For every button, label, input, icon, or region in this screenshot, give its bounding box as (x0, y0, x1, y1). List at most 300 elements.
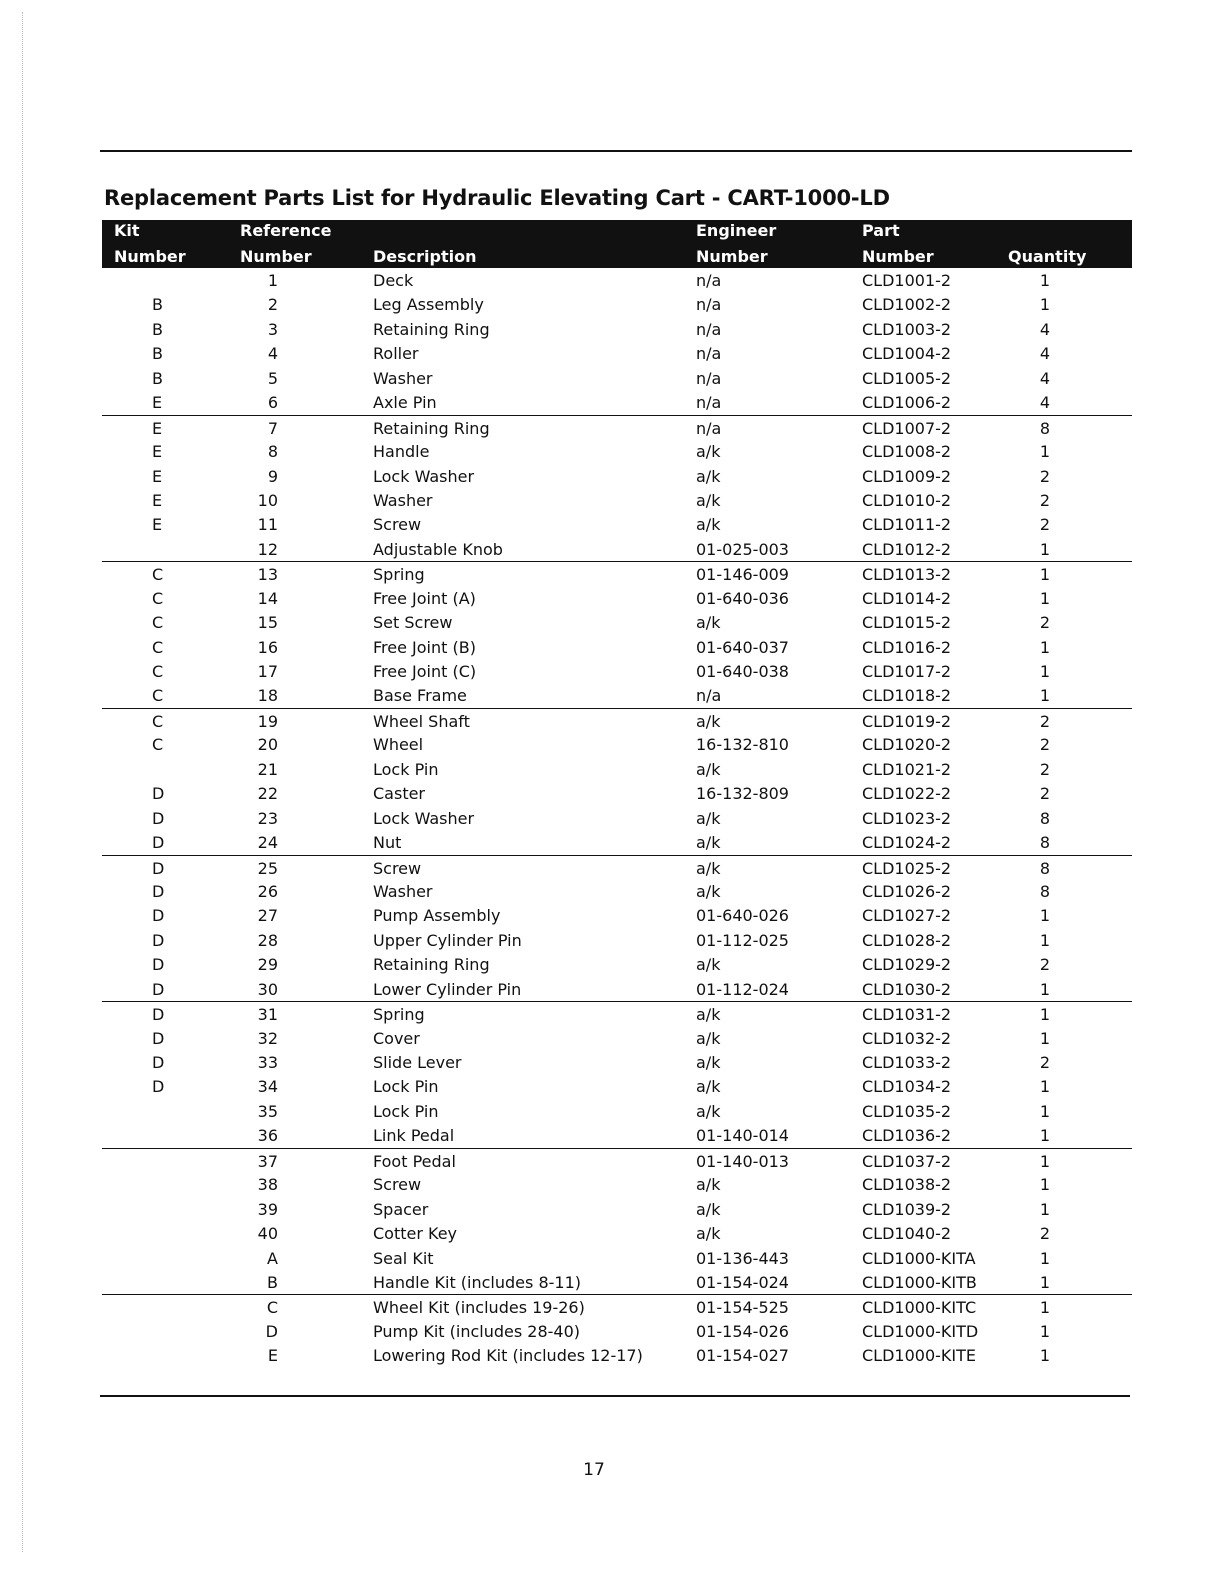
header-kit-line2: Number (114, 247, 186, 266)
cell-kit: C (152, 588, 164, 608)
table-row (102, 732, 1132, 756)
table-row (102, 1270, 1132, 1294)
cell-eng: n/a (696, 368, 722, 388)
cell-eng: a/k (696, 1224, 721, 1244)
cell-desc: Set Screw (373, 613, 453, 633)
cell-desc: Lock Pin (373, 1101, 439, 1121)
table-row (102, 1294, 1132, 1318)
cell-ref: 39 (257, 1199, 278, 1219)
cell-desc: Retaining Ring (373, 319, 490, 339)
cell-eng: n/a (696, 393, 722, 413)
cell-kit: D (152, 833, 165, 853)
cell-part: CLD1011-2 (862, 515, 952, 535)
cell-eng: a/k (696, 515, 721, 535)
cell-ref: 17 (257, 662, 278, 681)
table-header (102, 220, 1132, 268)
table-row (102, 439, 1132, 463)
cell-part: CLD1009-2 (862, 466, 952, 486)
header-eng-line2: Number (696, 247, 768, 266)
cell-part: CLD1016-2 (862, 637, 952, 657)
cell-kit: C (152, 613, 164, 633)
cell-ref: 34 (257, 1077, 278, 1097)
cell-eng: 01-640-026 (696, 906, 789, 926)
cell-part: CLD1000-KITE (862, 1346, 976, 1366)
cell-ref: 5 (267, 368, 278, 388)
cell-ref: 40 (257, 1224, 278, 1244)
table-row (102, 464, 1132, 488)
cell-ref: 20 (257, 735, 278, 755)
cell-ref: 36 (257, 1126, 278, 1146)
cell-eng: 16-132-809 (696, 784, 789, 804)
cell-kit: D (152, 784, 165, 804)
cell-qty: 4 (1039, 319, 1051, 339)
cell-part: CLD1036-2 (862, 1126, 952, 1146)
cell-ref: 14 (257, 588, 278, 608)
cell-desc: Free Joint (B) (373, 637, 476, 657)
cell-ref: 30 (257, 979, 278, 999)
cell-ref: 2 (267, 295, 278, 315)
cell-part: CLD1040-2 (862, 1224, 952, 1244)
cell-desc: Screw (373, 858, 422, 878)
table-row (102, 512, 1132, 536)
cell-eng: n/a (696, 271, 722, 290)
table-row (102, 341, 1132, 365)
cell-part: CLD1002-2 (862, 295, 952, 315)
cell-ref: 16 (257, 637, 278, 657)
cell-ref: A (267, 1248, 278, 1268)
cell-ref: 19 (257, 711, 278, 731)
cell-kit: D (152, 1028, 165, 1048)
table-row (102, 415, 1132, 439)
cell-qty: 1 (1039, 1321, 1051, 1341)
cell-part: CLD1031-2 (862, 1005, 952, 1025)
cell-eng: a/k (696, 1028, 721, 1048)
cell-ref: 29 (257, 955, 278, 975)
cell-eng: a/k (696, 1005, 721, 1025)
scan-margin-dots (22, 12, 23, 1552)
cell-eng: 01-112-025 (696, 930, 789, 950)
cell-desc: Retaining Ring (373, 418, 490, 438)
cell-qty: 2 (1039, 711, 1051, 731)
cell-eng: a/k (696, 613, 721, 633)
cell-kit: C (152, 686, 164, 706)
table-row (102, 1343, 1132, 1367)
cell-ref: 26 (257, 881, 278, 901)
cell-eng: 01-154-026 (696, 1321, 789, 1341)
table-row (102, 1074, 1132, 1098)
cell-desc: Pump Assembly (373, 906, 501, 926)
cell-ref: 1 (267, 271, 278, 290)
cell-desc: Retaining Ring (373, 955, 490, 975)
table-body (102, 268, 1132, 1368)
cell-part: CLD1014-2 (862, 588, 952, 608)
cell-kit: D (152, 808, 165, 828)
cell-qty: 1 (1039, 979, 1051, 999)
cell-desc: Nut (373, 833, 402, 853)
table-row (102, 366, 1132, 390)
table-row (102, 268, 1132, 292)
cell-desc: Lowering Rod Kit (includes 12-17) (373, 1346, 643, 1366)
cell-qty: 4 (1039, 393, 1051, 413)
cell-desc: Spring (373, 1005, 425, 1025)
cell-desc: Handle (373, 442, 430, 462)
table-row (102, 757, 1132, 781)
cell-desc: Roller (373, 344, 419, 364)
table-row (102, 1123, 1132, 1147)
cell-ref: D (265, 1321, 278, 1341)
cell-part: CLD1023-2 (862, 808, 952, 828)
table-row (102, 659, 1132, 683)
cell-desc: Base Frame (373, 686, 467, 706)
cell-eng: a/k (696, 833, 721, 853)
table-row (102, 855, 1132, 879)
cell-ref: C (266, 1298, 278, 1318)
cell-ref: 11 (257, 515, 278, 535)
header-part-line2: Number (862, 247, 934, 266)
cell-kit: D (152, 955, 165, 975)
cell-ref: 13 (257, 565, 278, 585)
cell-desc: Free Joint (C) (373, 662, 477, 681)
cell-desc: Cover (373, 1028, 420, 1048)
table-row (102, 610, 1132, 634)
cell-qty: 1 (1039, 906, 1051, 926)
cell-qty: 2 (1039, 1224, 1051, 1244)
cell-part: CLD1024-2 (862, 833, 952, 853)
cell-desc: Spring (373, 565, 425, 585)
cell-part: CLD1038-2 (862, 1175, 952, 1195)
cell-qty: 8 (1039, 833, 1051, 853)
cell-qty: 1 (1039, 539, 1051, 559)
cell-qty: 4 (1039, 368, 1051, 388)
table-row (102, 903, 1132, 927)
header-part-line1: Part (862, 221, 900, 240)
cell-qty: 1 (1039, 1248, 1051, 1268)
cell-kit: E (152, 418, 163, 438)
cell-eng: n/a (696, 418, 722, 438)
cell-part: CLD1017-2 (862, 662, 952, 681)
header-kit-line1: Kit (114, 221, 140, 240)
cell-kit: E (152, 490, 163, 510)
cell-eng: a/k (696, 1175, 721, 1195)
cell-eng: a/k (696, 1199, 721, 1219)
cell-qty: 4 (1039, 344, 1051, 364)
table-row (102, 1319, 1132, 1343)
cell-part: CLD1003-2 (862, 319, 952, 339)
cell-desc: Screw (373, 515, 422, 535)
parts-table (102, 220, 1132, 1368)
table-row (102, 830, 1132, 854)
cell-eng: a/k (696, 1053, 721, 1072)
cell-kit: B (152, 368, 163, 388)
cell-eng: n/a (696, 344, 722, 364)
header-quantity: Quantity (1008, 247, 1087, 266)
cell-eng: a/k (696, 759, 721, 779)
cell-qty: 1 (1039, 1077, 1051, 1097)
cell-kit: D (152, 881, 165, 901)
cell-ref: 28 (257, 930, 278, 950)
cell-desc: Leg Assembly (373, 295, 484, 315)
cell-qty: 1 (1039, 686, 1051, 706)
cell-qty: 1 (1039, 662, 1051, 681)
cell-qty: 2 (1039, 515, 1051, 535)
cell-desc: Pump Kit (includes 28-40) (373, 1321, 580, 1341)
table-row (102, 1026, 1132, 1050)
cell-part: CLD1007-2 (862, 418, 952, 438)
cell-qty: 1 (1039, 930, 1051, 950)
cell-eng: a/k (696, 490, 721, 510)
cell-desc: Washer (373, 368, 433, 388)
cell-desc: Seal Kit (373, 1248, 434, 1268)
cell-ref: 27 (257, 906, 278, 926)
cell-qty: 8 (1039, 858, 1051, 878)
cell-desc: Wheel (373, 735, 424, 755)
cell-ref: 6 (267, 393, 278, 413)
top-rule (100, 150, 1132, 152)
cell-part: CLD1027-2 (862, 906, 952, 926)
cell-qty: 1 (1039, 1175, 1051, 1195)
cell-part: CLD1030-2 (862, 979, 952, 999)
table-row (102, 806, 1132, 830)
cell-desc: Upper Cylinder Pin (373, 930, 522, 950)
cell-kit: E (152, 515, 163, 535)
cell-kit: B (152, 344, 163, 364)
cell-part: CLD1032-2 (862, 1028, 952, 1048)
cell-qty: 1 (1039, 1101, 1051, 1121)
cell-ref: 23 (257, 808, 278, 828)
cell-desc: Wheel Shaft (373, 711, 470, 731)
cell-qty: 2 (1039, 784, 1051, 804)
cell-eng: 01-640-037 (696, 637, 789, 657)
cell-ref: 35 (257, 1101, 278, 1121)
cell-kit: E (152, 466, 163, 486)
cell-desc: Lock Pin (373, 759, 439, 779)
table-row (102, 390, 1132, 414)
cell-ref: 10 (257, 490, 278, 510)
cell-qty: 1 (1039, 1199, 1051, 1219)
cell-desc: Slide Lever (373, 1053, 462, 1072)
table-row (102, 561, 1132, 585)
cell-ref: 21 (257, 759, 278, 779)
cell-ref: 38 (257, 1175, 278, 1195)
table-row (102, 1148, 1132, 1172)
page-number: 17 (583, 1460, 605, 1480)
cell-qty: 2 (1039, 735, 1051, 755)
cell-qty: 1 (1039, 1126, 1051, 1146)
cell-eng: a/k (696, 466, 721, 486)
cell-eng: 01-025-003 (696, 539, 789, 559)
cell-kit: D (152, 1005, 165, 1025)
cell-part: CLD1026-2 (862, 881, 952, 901)
cell-eng: a/k (696, 442, 721, 462)
cell-part: CLD1015-2 (862, 613, 952, 633)
cell-part: CLD1001-2 (862, 271, 952, 290)
cell-part: CLD1000-KITB (862, 1272, 977, 1292)
cell-desc: Spacer (373, 1199, 429, 1219)
page-title: Replacement Parts List for Hydraulic Elevating Cart - CART-1000-LD (104, 186, 890, 210)
cell-desc: Screw (373, 1175, 422, 1195)
cell-kit: C (152, 711, 164, 731)
cell-part: CLD1000-KITA (862, 1248, 976, 1268)
cell-part: CLD1005-2 (862, 368, 952, 388)
table-row (102, 1001, 1132, 1025)
cell-qty: 1 (1039, 1346, 1051, 1366)
cell-qty: 1 (1039, 271, 1051, 290)
cell-desc: Cotter Key (373, 1224, 458, 1244)
cell-part: CLD1010-2 (862, 490, 952, 510)
table-row (102, 928, 1132, 952)
cell-ref: B (267, 1272, 278, 1292)
cell-ref: E (267, 1346, 278, 1366)
cell-qty: 1 (1039, 442, 1051, 462)
cell-ref: 3 (267, 319, 278, 339)
cell-eng: 01-146-009 (696, 565, 789, 585)
cell-part: CLD1013-2 (862, 565, 952, 585)
cell-qty: 2 (1039, 759, 1051, 779)
cell-eng: n/a (696, 319, 722, 339)
cell-kit: E (152, 393, 163, 413)
cell-ref: 12 (257, 539, 278, 559)
table-row (102, 586, 1132, 610)
cell-eng: 01-136-443 (696, 1248, 789, 1268)
cell-qty: 1 (1039, 1005, 1051, 1025)
cell-desc: Free Joint (A) (373, 588, 476, 608)
cell-part: CLD1006-2 (862, 393, 952, 413)
cell-qty: 8 (1039, 808, 1051, 828)
cell-ref: 24 (257, 833, 278, 853)
cell-eng: a/k (696, 711, 721, 731)
cell-qty: 1 (1039, 588, 1051, 608)
bottom-rule (100, 1395, 1130, 1397)
table-row (102, 952, 1132, 976)
cell-eng: 01-154-525 (696, 1298, 789, 1318)
cell-qty: 1 (1039, 1272, 1051, 1292)
cell-part: CLD1022-2 (862, 784, 952, 804)
cell-part: CLD1020-2 (862, 735, 952, 755)
table-row (102, 1246, 1132, 1270)
cell-part: CLD1028-2 (862, 930, 952, 950)
cell-qty: 2 (1039, 955, 1051, 975)
cell-qty: 1 (1039, 637, 1051, 657)
cell-part: CLD1012-2 (862, 539, 952, 559)
cell-qty: 1 (1039, 1298, 1051, 1318)
cell-desc: Washer (373, 881, 433, 901)
cell-ref: 4 (267, 344, 278, 364)
cell-part: CLD1021-2 (862, 759, 952, 779)
cell-ref: 31 (257, 1005, 278, 1025)
table-row (102, 488, 1132, 512)
table-row (102, 317, 1132, 341)
cell-eng: a/k (696, 955, 721, 975)
cell-desc: Lock Pin (373, 1077, 439, 1097)
cell-qty: 2 (1039, 1053, 1051, 1072)
table-row (102, 1099, 1132, 1123)
table-row (102, 683, 1132, 707)
cell-desc: Link Pedal (373, 1126, 455, 1146)
cell-eng: 01-140-013 (696, 1151, 789, 1171)
cell-part: CLD1000-KITD (862, 1321, 979, 1341)
table-row (102, 292, 1132, 316)
header-eng-line1: Engineer (696, 221, 777, 240)
cell-qty: 1 (1039, 1151, 1051, 1171)
cell-desc: Washer (373, 490, 433, 510)
cell-ref: 18 (257, 686, 278, 706)
cell-kit: D (152, 979, 165, 999)
cell-kit: C (152, 662, 164, 681)
cell-eng: 01-640-036 (696, 588, 789, 608)
table-row (102, 1050, 1132, 1074)
cell-part: CLD1008-2 (862, 442, 952, 462)
cell-ref: 22 (257, 784, 278, 804)
cell-desc: Lock Washer (373, 466, 475, 486)
cell-qty: 8 (1039, 418, 1051, 438)
header-ref-line1: Reference (240, 221, 332, 240)
cell-kit: B (152, 295, 163, 315)
cell-part: CLD1029-2 (862, 955, 952, 975)
cell-desc: Lock Washer (373, 808, 475, 828)
cell-ref: 33 (257, 1053, 278, 1072)
cell-qty: 2 (1039, 466, 1051, 486)
table-row (102, 879, 1132, 903)
cell-eng: a/k (696, 1077, 721, 1097)
table-row (102, 1197, 1132, 1221)
cell-eng: 01-154-024 (696, 1272, 789, 1292)
cell-kit: C (152, 735, 164, 755)
cell-kit: D (152, 1077, 165, 1097)
cell-ref: 8 (267, 442, 278, 462)
cell-ref: 25 (257, 858, 278, 878)
cell-qty: 1 (1039, 295, 1051, 315)
cell-part: CLD1000-KITC (862, 1298, 977, 1318)
table-row (102, 1221, 1132, 1245)
cell-eng: a/k (696, 1101, 721, 1121)
cell-kit: D (152, 1053, 165, 1072)
cell-qty: 1 (1039, 1028, 1051, 1048)
table-row (102, 1172, 1132, 1196)
cell-eng: a/k (696, 858, 721, 878)
cell-kit: B (152, 319, 163, 339)
cell-part: CLD1033-2 (862, 1053, 952, 1072)
table-row (102, 537, 1132, 561)
cell-eng: a/k (696, 808, 721, 828)
cell-eng: 16-132-810 (696, 735, 789, 755)
cell-ref: 32 (257, 1028, 278, 1048)
cell-kit: D (152, 906, 165, 926)
table-row (102, 977, 1132, 1001)
header-ref-line2: Number (240, 247, 312, 266)
cell-eng: 01-640-038 (696, 662, 789, 681)
cell-qty: 2 (1039, 490, 1051, 510)
cell-kit: C (152, 565, 164, 585)
cell-desc: Foot Pedal (373, 1151, 456, 1171)
cell-desc: Adjustable Knob (373, 539, 503, 559)
cell-part: CLD1034-2 (862, 1077, 952, 1097)
cell-desc: Axle Pin (373, 393, 437, 413)
table-row (102, 708, 1132, 732)
cell-kit: D (152, 930, 165, 950)
cell-qty: 8 (1039, 881, 1051, 901)
cell-kit: E (152, 442, 163, 462)
cell-qty: 2 (1039, 613, 1051, 633)
cell-kit: D (152, 858, 165, 878)
cell-desc: Caster (373, 784, 426, 804)
header-description: Description (373, 247, 477, 266)
table-row (102, 781, 1132, 805)
cell-ref: 7 (267, 418, 278, 438)
cell-desc: Deck (373, 271, 414, 290)
cell-eng: n/a (696, 295, 722, 315)
cell-eng: 01-112-024 (696, 979, 789, 999)
cell-eng: a/k (696, 881, 721, 901)
